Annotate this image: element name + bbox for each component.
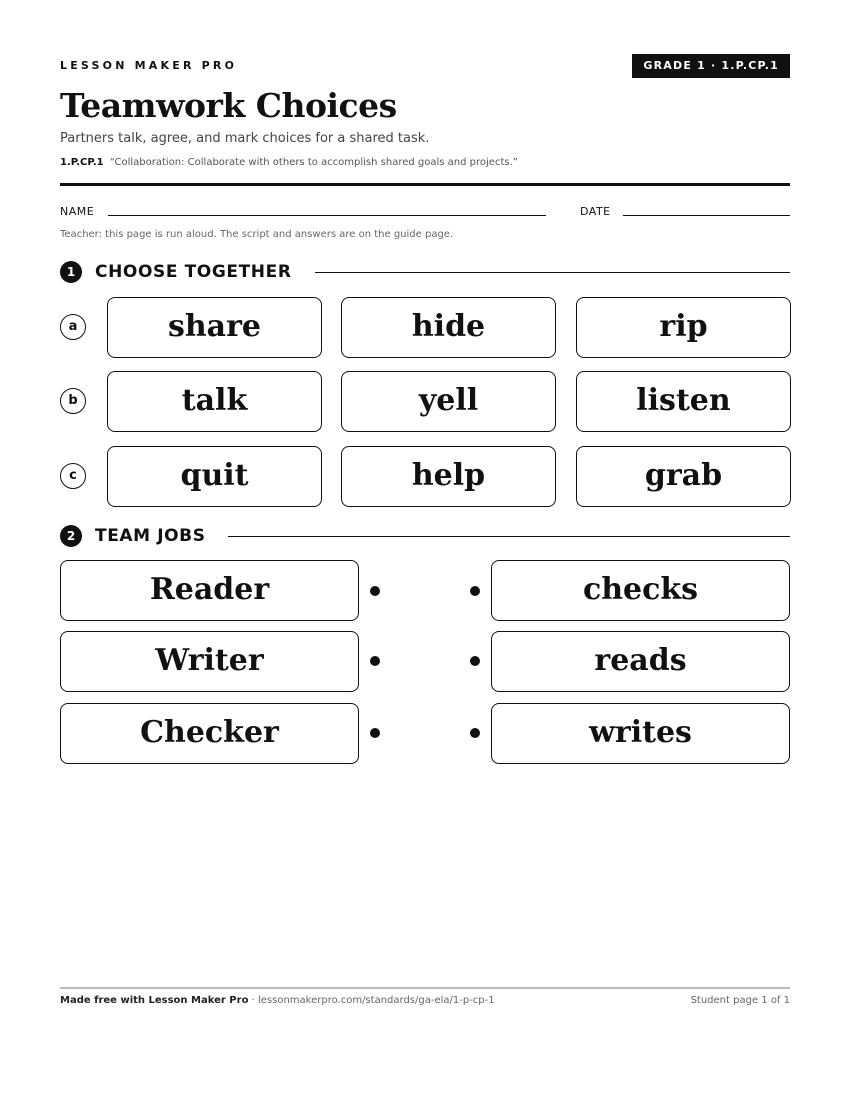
header-divider	[60, 183, 790, 186]
match-dot-left[interactable]	[370, 728, 380, 738]
grade-badge: GRADE 1 · 1.P.CP.1	[632, 54, 790, 78]
match-left-card[interactable]: Writer	[60, 631, 359, 692]
row-letter-c: c	[60, 463, 86, 489]
section-title: CHOOSE TOGETHER	[95, 261, 304, 283]
choice-card[interactable]: quit	[107, 446, 322, 507]
section-number: 1	[60, 261, 82, 283]
standard-code: 1.P.CP.1	[60, 157, 104, 168]
match-right-card[interactable]: reads	[491, 631, 790, 692]
brand-name: LESSON MAKER PRO	[60, 59, 238, 72]
choice-card[interactable]: rip	[576, 297, 791, 358]
teacher-note: Teacher: this page is run aloud. The script and answers are on the guide page.	[60, 229, 454, 240]
standard-line	[60, 157, 518, 168]
choice-card[interactable]: yell	[341, 371, 556, 432]
date-field[interactable]	[623, 215, 790, 216]
footer-url[interactable]: · lessonmakerpro.com/standards/ga-ela/1-p-cp-1	[248, 995, 495, 1006]
footer-divider	[60, 987, 790, 989]
choice-card[interactable]: talk	[107, 371, 322, 432]
section-team-jobs-header	[60, 524, 790, 548]
row-letter-b: b	[60, 388, 86, 414]
match-dot-right[interactable]	[470, 656, 480, 666]
section-number: 2	[60, 525, 82, 547]
standard-text: “Collaboration: Collaborate with others to accomplish shared goals and projects.”	[109, 157, 518, 168]
row-letter-a: a	[60, 314, 86, 340]
match-left-card[interactable]: Checker	[60, 703, 359, 764]
worksheet-page	[60, 0, 790, 1100]
footer-credit	[60, 995, 495, 1006]
match-dot-right[interactable]	[470, 586, 480, 596]
choice-card[interactable]: help	[341, 446, 556, 507]
section-title: TEAM JOBS	[95, 525, 218, 547]
page-title: Teamwork Choices	[60, 86, 397, 125]
name-field[interactable]	[108, 215, 546, 216]
match-right-card[interactable]: writes	[491, 703, 790, 764]
name-label: NAME	[60, 205, 95, 218]
choice-card[interactable]: listen	[576, 371, 791, 432]
match-dot-left[interactable]	[370, 586, 380, 596]
section-choose-together-header	[60, 260, 790, 284]
match-left-card[interactable]: Reader	[60, 560, 359, 621]
page-subtitle: Partners talk, agree, and mark choices for a shared task.	[60, 131, 430, 146]
footer-made-with: Made free with Lesson Maker Pro	[60, 995, 249, 1006]
choice-card[interactable]: hide	[341, 297, 556, 358]
match-dot-left[interactable]	[370, 656, 380, 666]
choice-card[interactable]: share	[107, 297, 322, 358]
section-rule	[315, 272, 790, 273]
date-label: DATE	[580, 205, 611, 218]
section-rule	[228, 536, 790, 537]
match-right-card[interactable]: checks	[491, 560, 790, 621]
choice-card[interactable]: grab	[576, 446, 791, 507]
match-dot-right[interactable]	[470, 728, 480, 738]
footer-page-number: Student page 1 of 1	[690, 995, 790, 1006]
